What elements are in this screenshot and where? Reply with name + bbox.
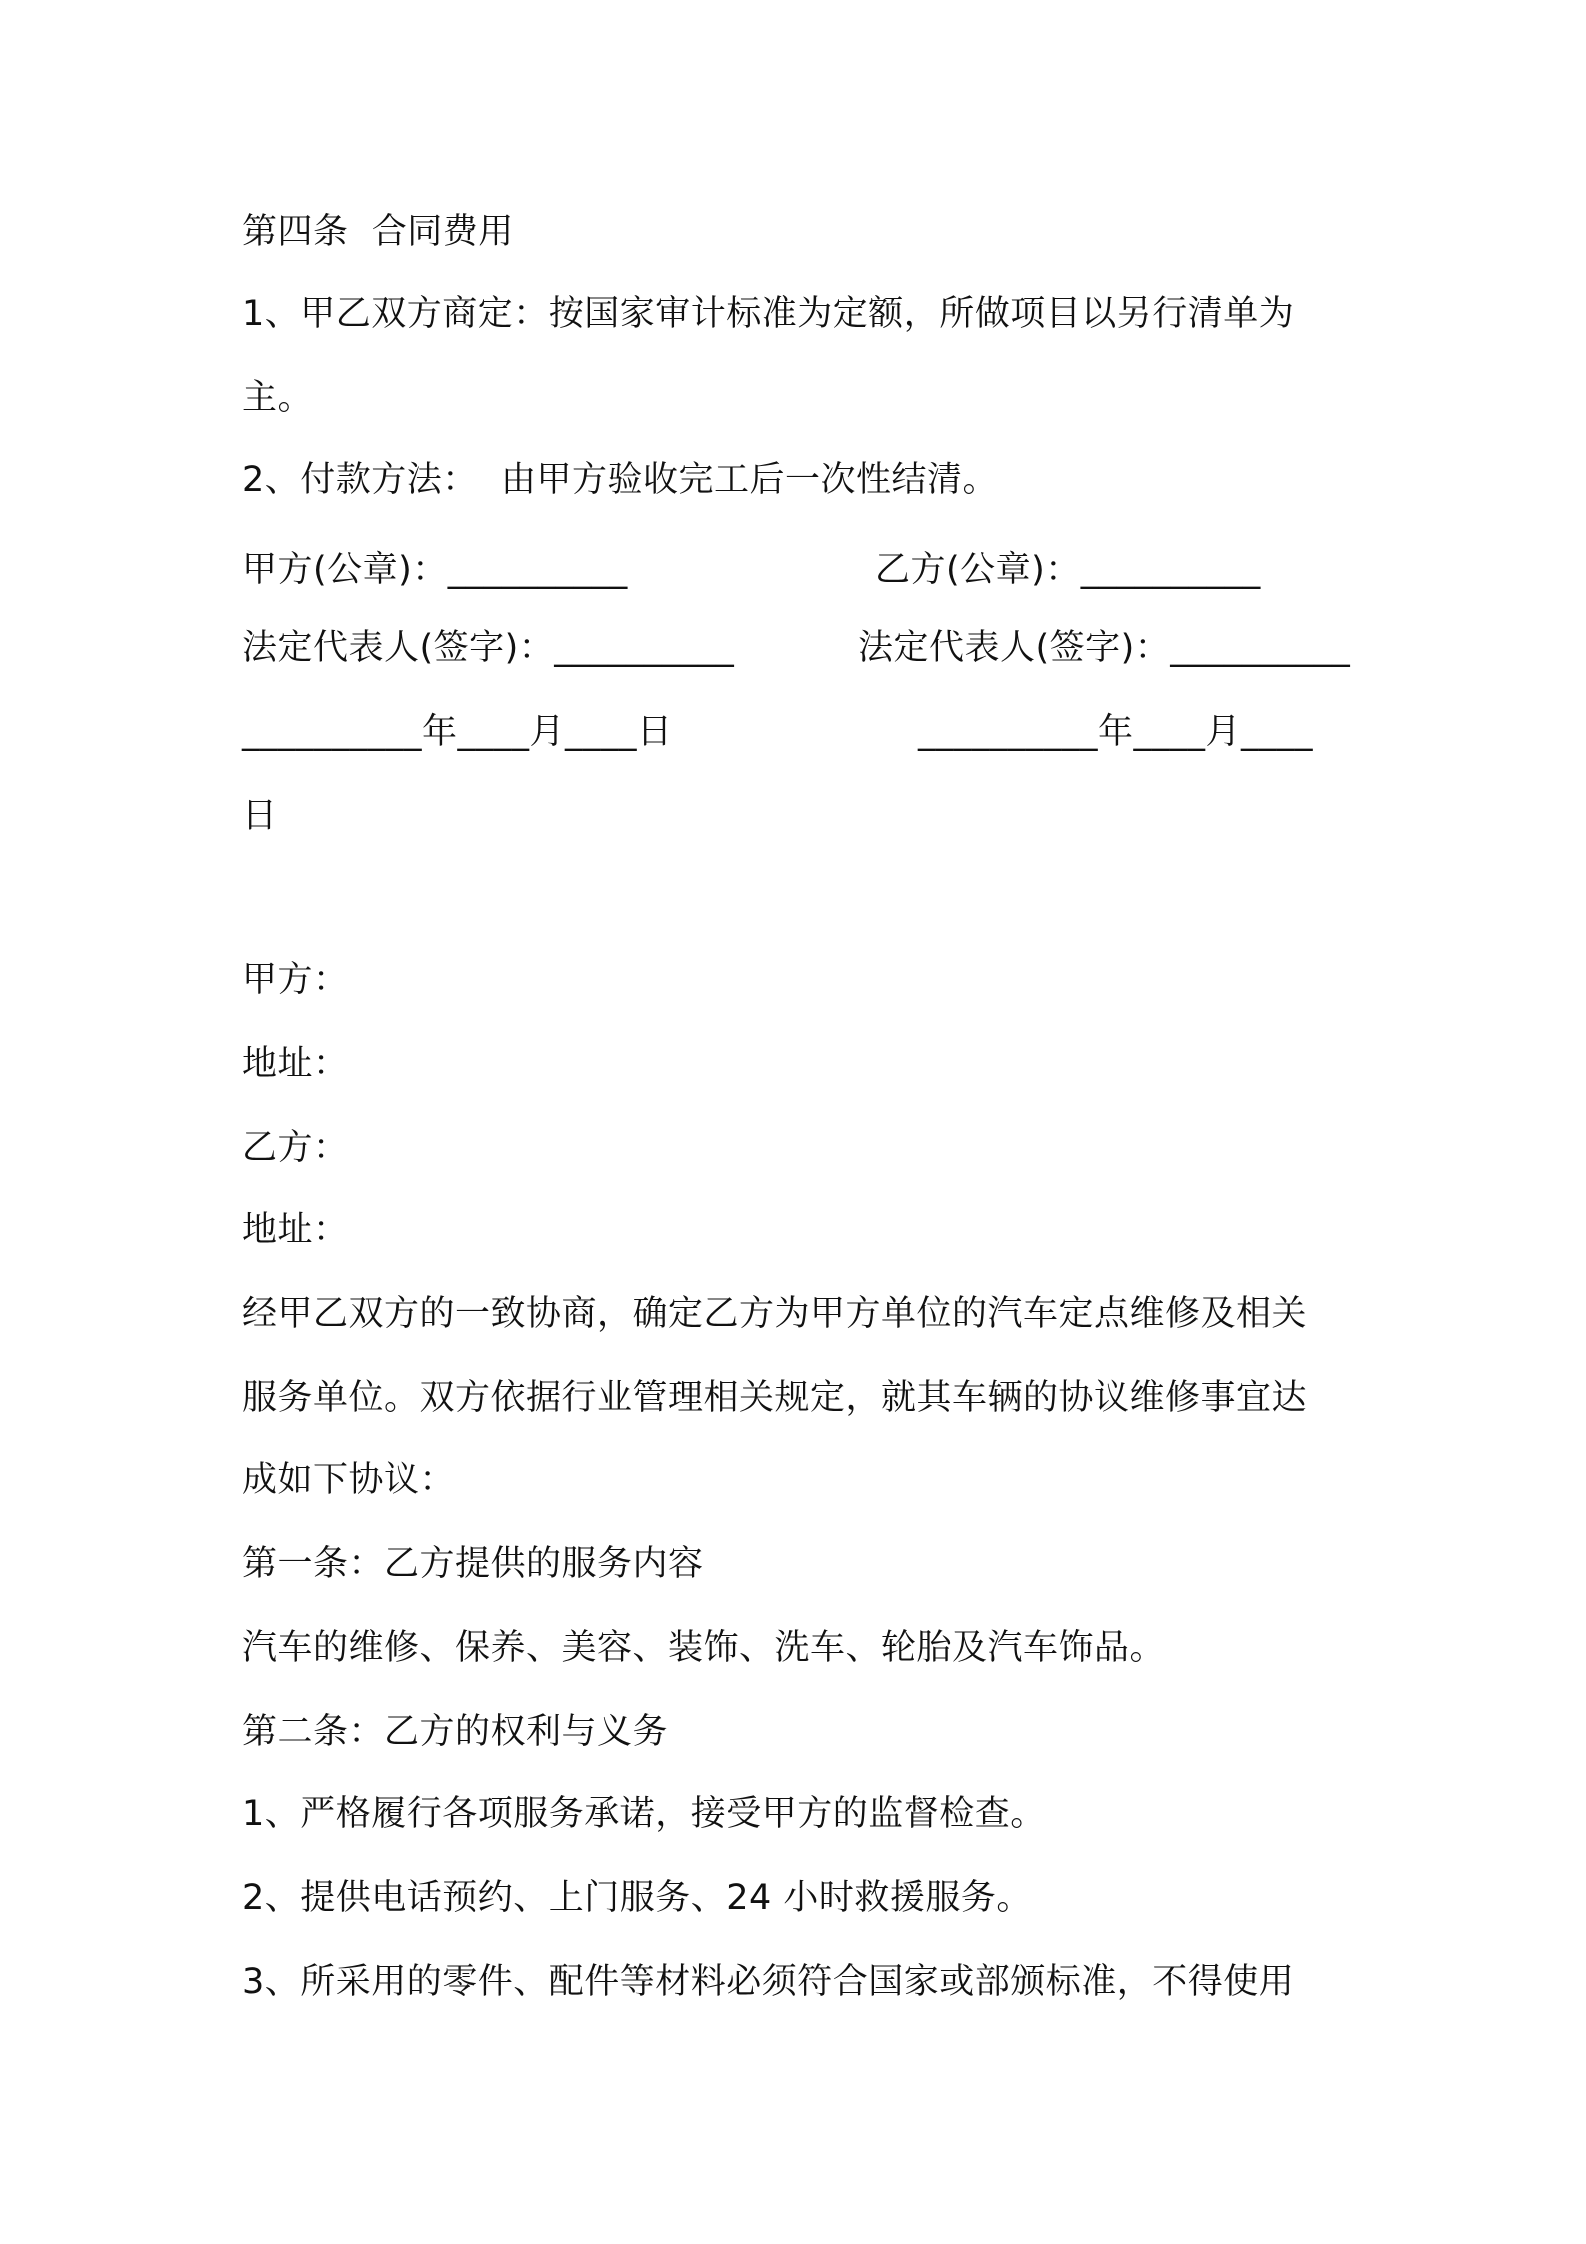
article2-item1: 1、严格履行各项服务承诺，接受甲方的监督检查。: [242, 1794, 1046, 1834]
party-b-representative: 法定代表人(签字)：__________: [858, 628, 1351, 668]
party-b-date: __________年____月____: [918, 712, 1314, 752]
preamble-line1: 经甲乙双方的一致协商，确定乙方为甲方单位的汽车定点维修及相关: [242, 1294, 1308, 1334]
section4-heading: 第四条 合同费用: [242, 212, 514, 252]
party-a-date: __________年____月____日: [242, 712, 673, 752]
party-a-label: 甲方：: [242, 960, 349, 1000]
preamble-line3: 成如下协议：: [242, 1460, 456, 1500]
party-a-representative: 法定代表人(签字)：__________: [242, 628, 735, 668]
article2-item2: 2、提供电话预约、上门服务、24 小时救援服务。: [242, 1878, 1032, 1918]
preamble-line2: 服务单位。双方依据行业管理相关规定，就其车辆的协议维修事宜达: [242, 1378, 1308, 1418]
party-b-address-label: 地址：: [242, 1210, 349, 1250]
article2-item3: 3、所采用的零件、配件等材料必须符合国家或部颁标准，不得使用: [242, 1962, 1295, 2002]
party-b-label: 乙方：: [242, 1128, 349, 1168]
section4-item1-line2: 主。: [242, 378, 314, 418]
party-b-seal: 乙方(公章)：__________: [875, 550, 1261, 590]
article1-heading: 第一条：乙方提供的服务内容: [242, 1544, 704, 1584]
party-a-seal: 甲方(公章)：__________: [242, 550, 628, 590]
article2-heading: 第二条：乙方的权利与义务: [242, 1712, 669, 1752]
article1-content: 汽车的维修、保养、美容、装饰、洗车、轮胎及汽车饰品。: [242, 1628, 1166, 1668]
party-b-date-day: 日: [242, 796, 278, 836]
section4-item1-line1: 1、甲乙双方商定：按国家审计标准为定额，所做项目以另行清单为: [242, 294, 1295, 334]
party-a-address-label: 地址：: [242, 1044, 349, 1084]
section4-item2: 2、付款方法： 由甲方验收完工后一次性结清。: [242, 460, 999, 500]
